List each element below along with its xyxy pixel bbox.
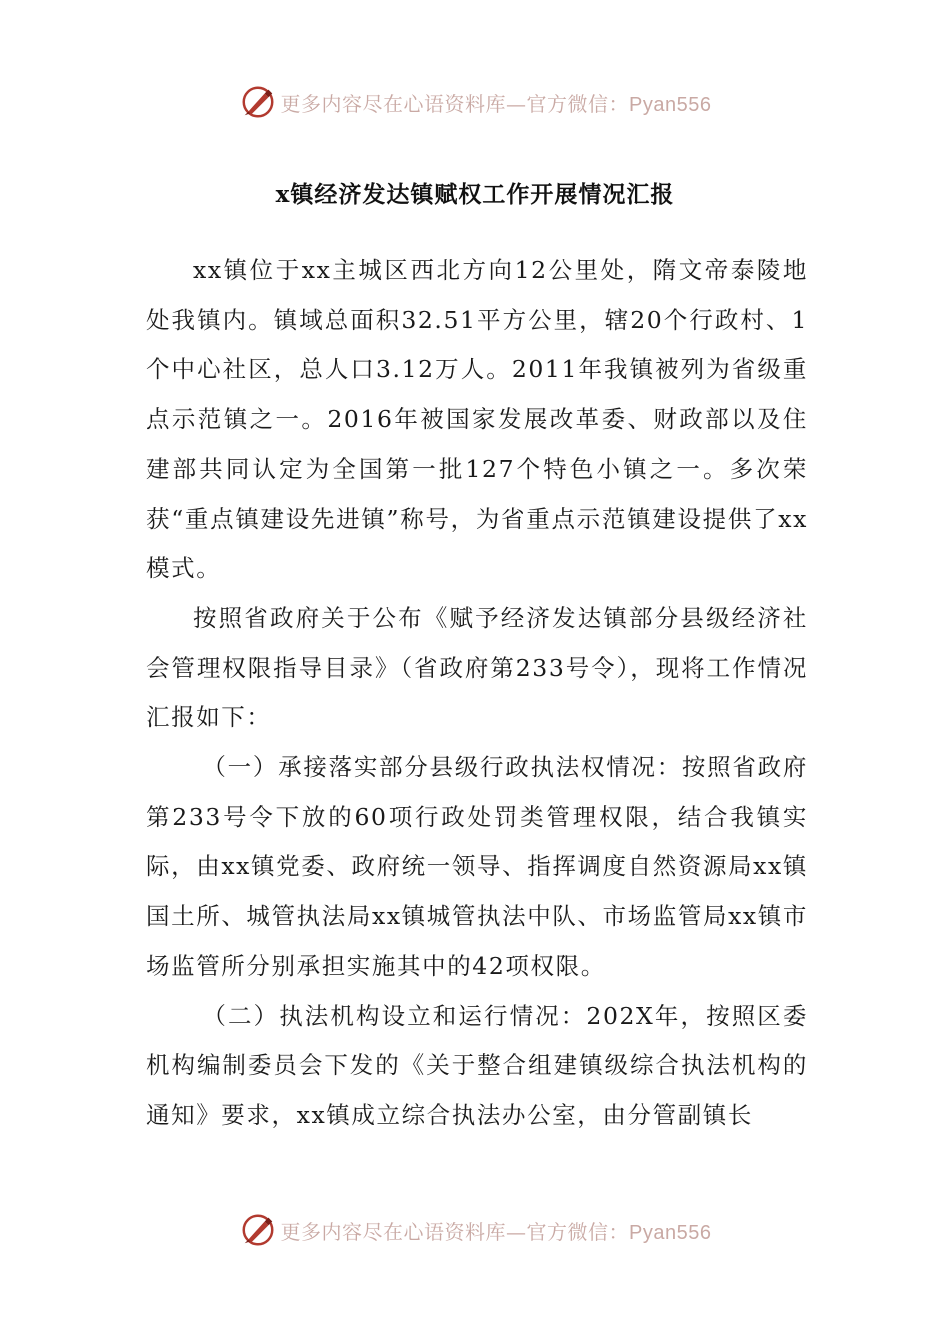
paragraph-section-2: （二）执法机构设立和运行情况：202X年，按照区委机构编制委员会下发的《关于整合组建镇级综合执法机构的通知》要求，xx镇成立综合执法办公室，由分管副镇长	[146, 1001, 808, 1129]
header-watermark-banner	[0, 82, 950, 122]
document-body	[146, 246, 808, 1141]
pen-nib-logo-icon	[239, 83, 277, 121]
banner-wechat-id: Pyan556	[629, 93, 712, 116]
paragraph-basis: 按照省政府关于公布《赋予经济发达镇部分县级经济社会管理权限指导目录》（省政府第233号令），现将工作情况汇报如下：	[146, 603, 808, 732]
banner-text: 更多内容尽在心语资料库—官方微信：	[280, 91, 630, 116]
document-title: x镇经济发达镇赋权工作开展情况汇报	[275, 181, 675, 208]
paragraph-intro: xx镇位于xx主城区西北方向12公里处，隋文帝泰陵地处我镇内。镇域总面积32.51平方公里，辖20个行政村、1个中心社区，总人口3.12万人。2011年我镇被列为省级重点示范镇之一。2016年被国家发展改革委、财政部以及住建部共同认定为全国第一批127个特色小镇之一。多次荣获“重点镇建设先进镇”称号，为省重点示范镇建设提供了xx模式。	[146, 256, 808, 583]
footer-watermark-banner	[0, 1210, 950, 1250]
banner-wechat-id: Pyan556	[629, 1221, 712, 1244]
banner-text: 更多内容尽在心语资料库—官方微信：	[280, 1219, 630, 1244]
paragraph-section-1: （一）承接落实部分县级行政执法权情况：按照省政府第233号令下放的60项行政处罚类管理权限，结合我镇实际，由xx镇党委、政府统一领导、指挥调度自然资源局xx镇国土所、城管执法局xx镇城管执法中队、市场监管局xx镇市场监管所分别承担实施其中的42项权限。	[146, 753, 808, 980]
pen-nib-logo-icon	[239, 1211, 277, 1249]
